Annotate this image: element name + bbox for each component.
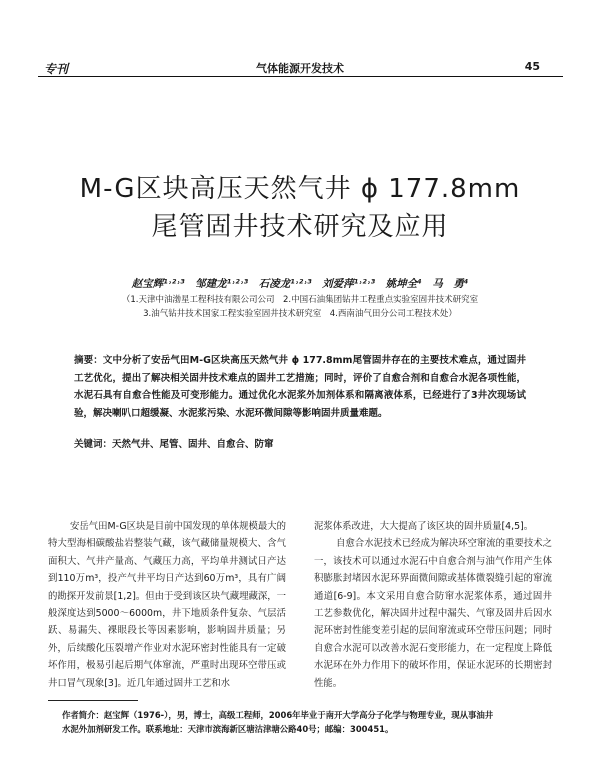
footnote-line-2: 水泥外加剂研发工作。联系地址：天津市滨海新区塘沽津塘公路40号；邮编：300451。 [62,724,394,734]
abstract-label: 摘要： [74,355,103,366]
author-list: 赵宝辉¹˒²˒³ 邹建龙¹˒²˒³ 石凌龙¹˒²˒³ 刘爱萍¹˒²˒³ 姚坤全⁴ 马 勇⁴ [131,278,469,290]
header-rule [38,76,563,77]
paper-title-line-1: M-G区块高压天然气井 ϕ 177.8mm [79,174,521,204]
header-journal-title: 气体能源开发技术 [256,62,344,75]
affiliation-line-2: 3.油气钻井技术国家工程实验室固井技术研究室 4.西南油气田分公司工程技术处） [143,309,457,319]
page-number: 45 [524,60,540,73]
body-paragraph-1-continued: 泥浆体系改进，大大提高了该区块的固井质量[4,5]。 [314,521,534,532]
body-column-right [314,518,552,692]
body-paragraph-1: 安岳气田M-G区块是目前中国发现的单体规模最大的特大型海相碳酸盐岩整装气藏，该气藏储量规模大、含气面积大、气井产量高、气藏压力高，平均单井测试日产达到110万m³，投产气井平均日产达到60万m³，具有广阔的勘探开发前景[1,2]。但由于受到该区块气藏埋藏深，一般深度达到5000～6000m，井下地质条件复杂、气层活跃、易漏失、裸眼段长等因素影响，影响固井质量；另外，后续酸化压裂增产作业对水泥环密封性能具有一定破坏作用，极易引起后期气体窜流，严重时出现环空带压或井口冒气现象[3]。近几年通过固井工艺和水 [48,521,286,689]
footnote-rule [48,700,138,701]
abstract-text: 文中分析了安岳气田M-G区块高压天然气井 ϕ 177.8mm尾管固井存在的主要技术难点，通过固井工艺优化，提出了解决相关固井技术难点的固井工艺措施；同时，评价了自愈合剂和自愈合水泥各项性能，水泥石具有自愈合性能及可变形能力。通过优化水泥浆外加剂体系和隔离液体系，已经进行了3井次现场试验，解决喇叭口超缓凝、水泥浆污染、水泥环微间隙等影响固井质量难题。 [74,355,526,419]
abstract [74,352,526,422]
body-column-left [48,518,286,692]
footnote-line-1: 作者简介：赵宝辉（1976-），男，博士，高级工程师，2006年毕业于南开大学高分子化学与物理专业，现从事油井 [62,710,494,720]
author-footnote [62,708,562,736]
body-paragraph-2: 自愈合水泥技术已经成为解决环空窜流的重要技术之一，该技术可以通过水泥石中自愈合剂与油气作用产生体积膨胀封堵因水泥环界面微间隙或基体微裂缝引起的窜流通道[6-9]。本文采用自愈合防窜水泥浆体系，通过固井工艺参数优化，解决固井过程中漏失、气窜及固井后因水泥环密封性能变差引起的层间窜流或环空带压问题；同时自愈合水泥可以改善水泥石变形能力，在一定程度上降低水泥环在外力作用下的破坏作用，保证水泥环的长期密封性能。 [314,538,552,689]
keywords-text: 天然气井、尾管、固井、自愈合、防窜 [112,439,274,450]
paper-title-line-2: 尾管固井技术研究及应用 [151,212,449,242]
affiliation-line-1: （1.天津中油渤星工程科技有限公司公司 2.中国石油集团钻井工程重点实验室固井技术研究室 [121,295,479,305]
keywords [74,436,526,450]
keywords-label: 关键词： [74,439,113,450]
header-journal-column: 专刊 [44,62,69,76]
